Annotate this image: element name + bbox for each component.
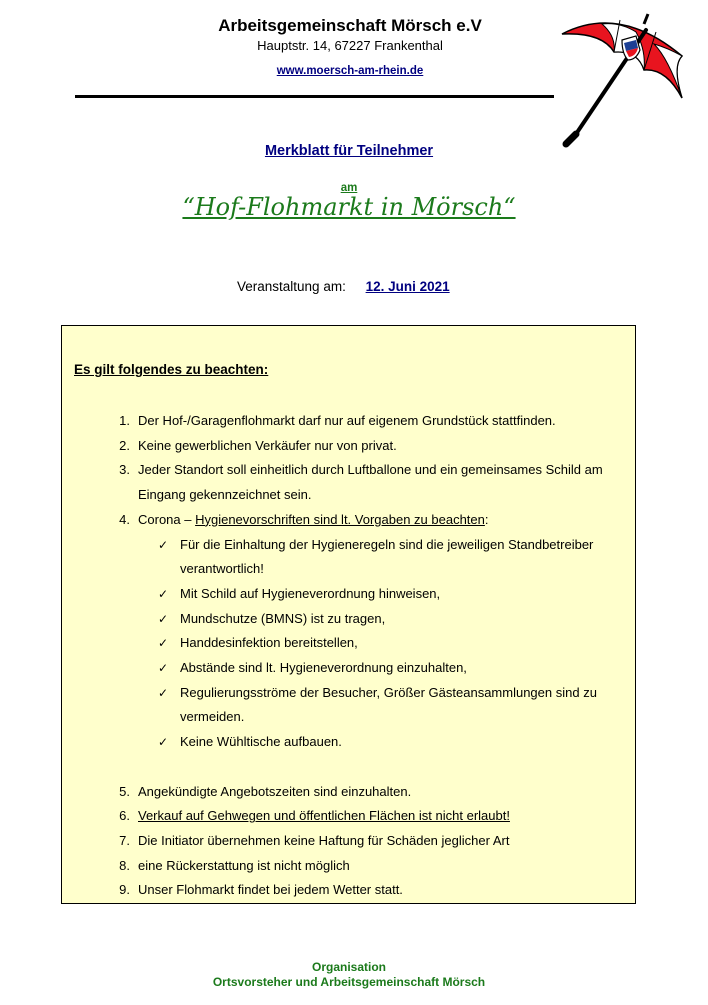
rules-list — [62, 409, 637, 903]
list-number: 5. — [119, 783, 130, 799]
list-item-text: Angekündigte Angebotszeiten sind einzuhalten. — [138, 783, 412, 799]
footer-organisation-label: Organisation — [311, 960, 386, 974]
list-item-text: Die Initiator übernehmen keine Haftung für Schäden jeglicher Art — [138, 832, 510, 848]
check-icon: ✓ — [158, 661, 169, 676]
list-item — [62, 854, 637, 879]
check-icon: ✓ — [158, 586, 169, 601]
list-item — [62, 878, 637, 903]
list-number: 9. — [119, 882, 130, 898]
hygiene-sublist — [158, 533, 637, 755]
list-number: 3. — [119, 462, 130, 478]
list-item — [62, 409, 637, 434]
sublist-item-text: Handdesinfektion bereitstellen, — [180, 635, 358, 651]
check-icon: ✓ — [158, 735, 169, 750]
umbrella-icon — [556, 10, 690, 150]
sublist-item-text: Regulierungsströme der Besucher, Größer Gästeansammlungen sind zu vermeiden. — [180, 684, 597, 725]
list-number: 8. — [119, 857, 130, 873]
event-date-label: Veranstaltung am: — [237, 279, 346, 294]
org-name: Arbeitsgemeinschaft Mörsch e.V — [218, 16, 482, 35]
notice-box — [61, 325, 636, 904]
org-address: Hauptstr. 14, 67227 Frankenthal — [257, 38, 443, 53]
sublist-item-text: Mundschutze (BMNS) ist zu tragen, — [180, 610, 386, 626]
list-number: 7. — [119, 832, 130, 848]
check-icon: ✓ — [158, 636, 169, 651]
document-title: Merkblatt für Teilnehmer — [264, 143, 434, 159]
sublist-item-text: Mit Schild auf Hygieneverordnung hinweisen, — [180, 585, 441, 601]
list-item-text: Der Hof-/Garagenflohmarkt darf nur auf eigenem Grundstück stattfinden. — [138, 413, 556, 428]
check-icon: ✓ — [158, 611, 169, 626]
sublist-item — [158, 681, 637, 730]
sublist-item — [158, 607, 637, 632]
list-item-corona — [62, 508, 637, 533]
corona-prefix: Corona – — [138, 511, 196, 527]
sublist-item — [158, 582, 637, 607]
sublist-item-text: Keine Wühltische aufbauen. — [180, 734, 342, 750]
sublist-item — [158, 656, 637, 681]
list-item — [62, 829, 637, 854]
sublist-item-text: Für die Einhaltung der Hygieneregeln sind die jeweiligen Standbetreiber verantwortlich! — [180, 536, 594, 577]
list-item-text: Jeder Standort soll einheitlich durch Luftballone und ein gemeinsames Schild am Eingang gekennzeichnet sein. — [138, 462, 603, 503]
list-item-text — [138, 508, 618, 533]
list-spacer — [62, 755, 637, 780]
list-item-text: Verkauf auf Gehwegen und öffentlichen Flächen ist nicht erlaubt! — [138, 808, 510, 824]
hygiene-rules-link: Hygienevorschriften sind lt. Vorgaben zu beachten — [195, 511, 485, 527]
list-number: 2. — [119, 437, 130, 453]
list-item-text: Keine gewerblichen Verkäufer nur von privat. — [138, 437, 397, 453]
check-icon: ✓ — [158, 685, 169, 700]
list-item-text: eine Rückerstattung ist nicht möglich — [138, 857, 350, 873]
footer-organisation-names: Ortsvorsteher und Arbeitsgemeinschaft Mörsch — [212, 975, 486, 989]
list-number: 4. — [119, 511, 130, 527]
sublist-item — [158, 631, 637, 656]
event-date-value: 12. Juni 2021 — [365, 279, 450, 294]
list-item — [62, 804, 637, 829]
event-date-line — [237, 279, 450, 294]
event-title: “Hof-Flohmarkt in Mörsch“ — [182, 193, 516, 221]
check-icon: ✓ — [158, 537, 169, 552]
corona-suffix: : — [484, 511, 489, 527]
list-item — [62, 434, 637, 459]
sublist-item-text: Abstände sind lt. Hygieneverordnung einzuhalten, — [180, 660, 467, 676]
list-number: 1. — [119, 413, 130, 428]
sublist-item — [158, 730, 637, 755]
notice-heading: Es gilt folgendes zu beachten: — [74, 362, 269, 377]
title-am: am — [340, 182, 358, 194]
sublist-item — [158, 533, 637, 582]
list-item-text: Unser Flohmarkt findet bei jedem Wetter statt. — [138, 882, 403, 898]
header-divider — [75, 95, 554, 98]
list-number: 6. — [119, 808, 130, 824]
list-item — [62, 780, 637, 805]
list-item — [62, 458, 637, 507]
website-link[interactable]: www.moersch-am-rhein.de — [276, 65, 424, 77]
